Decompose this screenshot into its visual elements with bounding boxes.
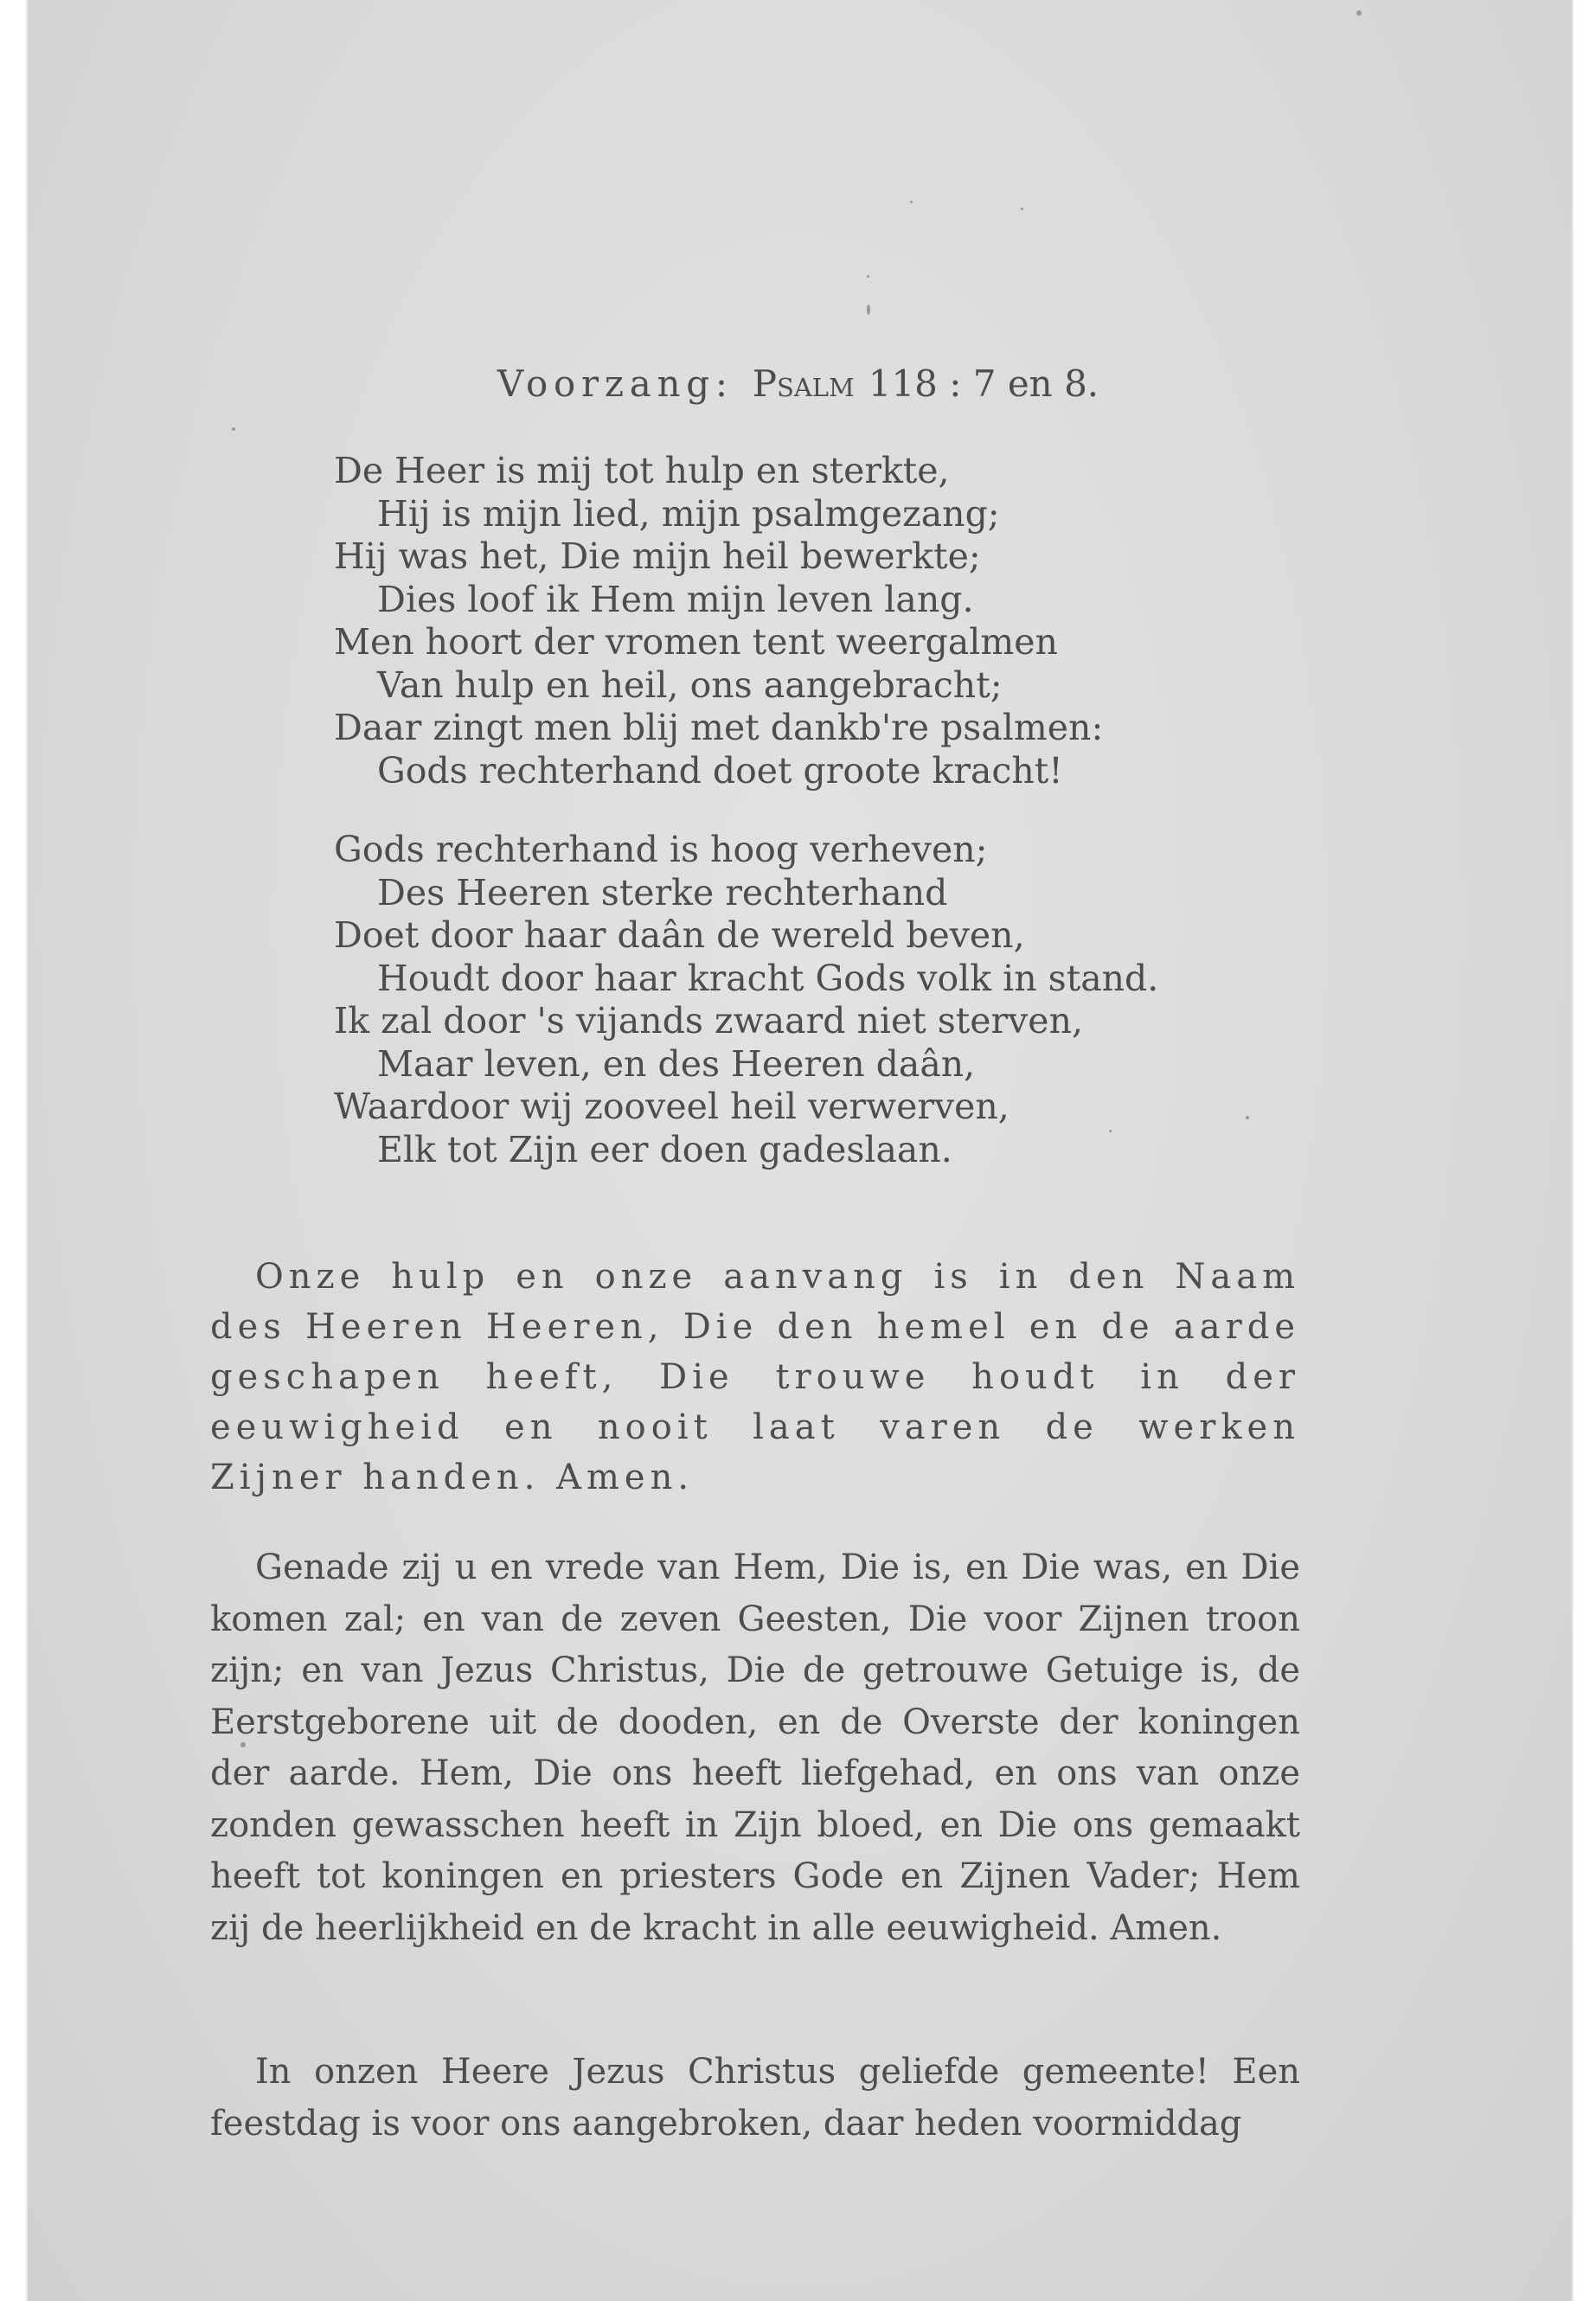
verse-line: Doet door haar daân de wereld beven,: [334, 914, 1025, 956]
verse-line: Van hulp en heil, ons aangebracht;: [377, 663, 1003, 706]
heading-psalm: Psalm: [752, 362, 855, 405]
verse-line: Gods rechterhand doet groote kracht!: [377, 749, 1063, 792]
salutation-paragraph: Genade zij u en vrede van Hem, Die is, en Die was, en Die komen zal; en van de zeven Geesten, Die voor Zijnen troon zijn; en van Jezus Christus, Die de getrouwe Getuige is, de Eerstgeborene uit de dooden, en de Overste der koningen der aarde. Hem, Die ons heeft liefgehad, en ons van onze zonden gewasschen heeft in Zijn bloed, en Die ons gemaakt heeft tot koningen en priesters Gode en Zijnen Vader; Hem zij de heerlijkheid en de kracht in alle eeuwigheid. Amen.: [210, 1548, 1300, 1948]
verse-line: Maar leven, en des Heeren daân,: [377, 1042, 976, 1085]
verse-line: Waardoor wij zooveel heil verwerven,: [334, 1086, 1010, 1127]
verse-line: De Heer is mij tot hulp en sterkte,: [334, 450, 950, 491]
psalm-heading: [0, 362, 1596, 407]
verse-line: Houdt door haar kracht Gods volk in stand.: [377, 957, 1159, 999]
heading-reference: 118 : 7 en 8.: [868, 362, 1099, 405]
verse-line: Men hoort der vromen tent weergalmen: [334, 621, 1058, 663]
verse-line: Des Heeren sterke rechterhand: [377, 871, 948, 913]
sermon-opening-paragraph: In onzen Heere Jezus Christus geliefde gemeente! Een feestdag is voor ons aangebroken, daar heden voormiddag: [210, 2052, 1300, 2144]
verse-line: Daar zingt men blij met dankb're psalmen:: [334, 707, 1104, 748]
verse-line: Hij was het, Die mijn heil bewerkte;: [334, 535, 981, 577]
votum-paragraph: Onze hulp en onze aanvang is in den Naam des Heeren Heeren, Die den hemel en de aarde geschapen heeft, Die trouwe houdt in der eeuwigheid en nooit laat varen de werken Zijner handen. Amen.: [210, 1257, 1300, 1497]
verse-line: Gods rechterhand is hoog verheven;: [334, 829, 988, 870]
heading-label: Voorzang:: [497, 362, 734, 405]
psalm-verse-2: [334, 829, 1158, 1171]
verse-line: Ik zal door 's vijands zwaard niet sterven,: [334, 1000, 1084, 1042]
psalm-verse-1: [334, 450, 1103, 792]
verse-line: Hij is mijn lied, mijn psalmgezang;: [377, 492, 1000, 535]
verse-line: Elk tot Zijn eer doen gadeslaan.: [377, 1128, 952, 1170]
verse-line: Dies loof ik Hem mijn leven lang.: [377, 578, 974, 620]
